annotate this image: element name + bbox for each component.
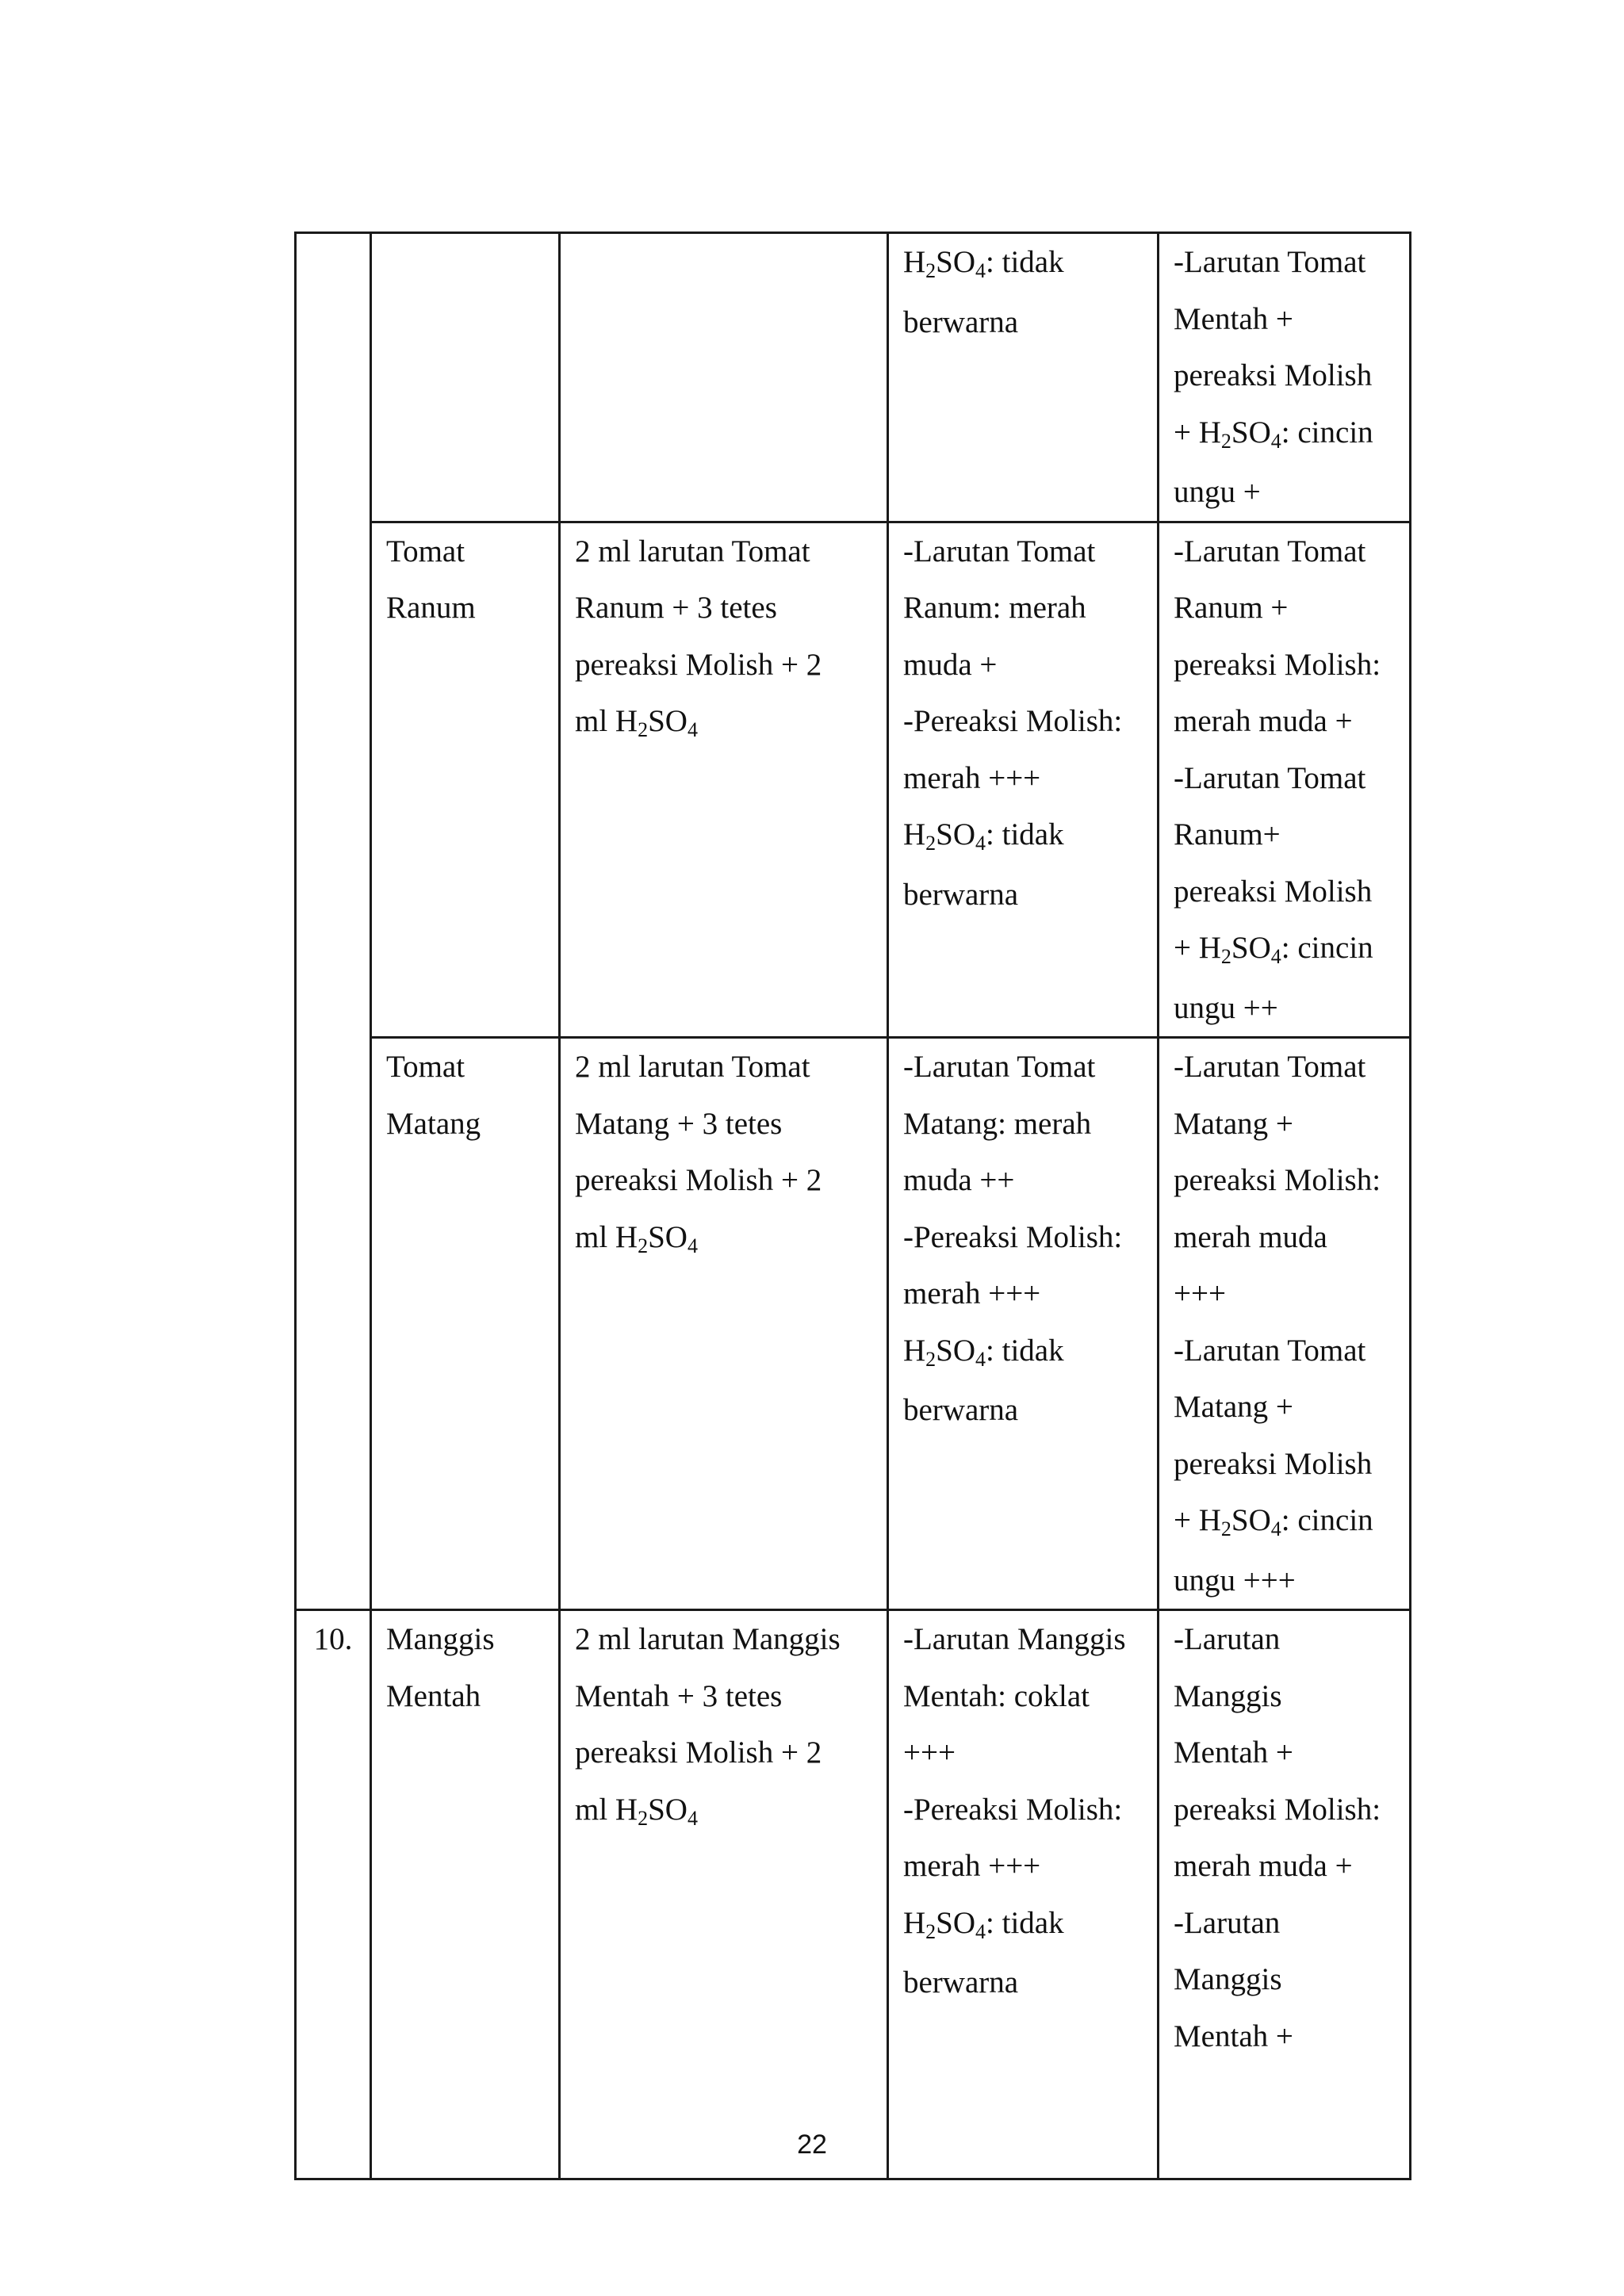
cell-line: merah muda + — [1174, 1849, 1353, 1883]
cell-line: -Larutan Tomat — [903, 534, 1096, 568]
procedure-cell — [560, 233, 888, 522]
cell-line: Manggis — [1174, 1962, 1282, 1996]
sample-cell — [371, 233, 560, 522]
cell-line: Matang + 3 tetes — [575, 1106, 783, 1141]
cell-line: + H2SO4: cincin — [1174, 931, 1373, 968]
procedure-cell — [560, 1610, 888, 2179]
cell-line: pereaksi Molish + 2 — [575, 1163, 822, 1197]
sample-cell — [371, 1610, 560, 2179]
cell-line: -Larutan Tomat — [1174, 1333, 1366, 1368]
cell-line: ml H2SO4 — [575, 1792, 698, 1830]
cell-line: pereaksi Molish: — [1174, 1163, 1381, 1197]
cell-line: pereaksi Molish — [1174, 1446, 1373, 1481]
cell-line: Matang + — [1174, 1106, 1293, 1141]
cell-line: Ranum+ — [1174, 817, 1281, 851]
cell-line: pereaksi Molish — [1174, 874, 1373, 909]
cell-line: merah muda + — [1174, 704, 1353, 738]
cell-line: pereaksi Molish + 2 — [575, 647, 822, 682]
number-cell — [296, 233, 371, 1610]
cell-line: Mentah: coklat — [903, 1678, 1090, 1713]
observation-cell — [888, 1038, 1159, 1610]
cell-line: merah +++ — [903, 1276, 1041, 1311]
cell-line: Mentah — [386, 1678, 481, 1713]
result-cell — [1159, 522, 1411, 1038]
cell-line: Mentah + — [1174, 301, 1293, 336]
cell-line: Ranum + 3 tetes — [575, 591, 777, 625]
cell-line: Manggis — [386, 1622, 495, 1656]
cell-line: + H2SO4: cincin — [1174, 1503, 1373, 1540]
cell-line: -Pereaksi Molish: — [903, 1219, 1123, 1254]
cell-line: Manggis — [1174, 1678, 1282, 1713]
cell-line: Tomat — [386, 1050, 465, 1084]
cell-line: -Larutan Manggis — [903, 1622, 1126, 1656]
cell-line: -Larutan Tomat — [1174, 245, 1366, 279]
cell-line: -Larutan Tomat — [1174, 534, 1366, 568]
cell-line: 2 ml larutan Manggis — [575, 1622, 841, 1656]
observation-cell — [888, 233, 1159, 522]
cell-line: Ranum + — [1174, 591, 1289, 625]
observation-cell — [888, 1610, 1159, 2179]
table-row — [296, 1610, 1411, 2179]
cell-line: Tomat — [386, 534, 465, 568]
cell-line: ungu ++ — [1174, 990, 1278, 1025]
procedure-cell — [560, 1038, 888, 1610]
cell-line: Ranum: merah — [903, 591, 1086, 625]
cell-line: merah +++ — [903, 1849, 1041, 1883]
observation-cell — [888, 522, 1159, 1038]
cell-line: pereaksi Molish — [1174, 358, 1373, 392]
cell-line: + H2SO4: cincin — [1174, 415, 1373, 453]
cell-line: Mentah + — [1174, 1735, 1293, 1770]
cell-line: merah +++ — [903, 760, 1041, 795]
page-number: 22 — [797, 2130, 827, 2160]
cell-line: Mentah + 3 tetes — [575, 1678, 783, 1713]
table-row — [296, 522, 1411, 1038]
cell-line: H2SO4: tidak — [903, 817, 1064, 855]
cell-line: -Larutan — [1174, 1622, 1281, 1656]
cell-line: Mentah + — [1174, 2019, 1293, 2053]
cell-line: 2 ml larutan Tomat — [575, 1050, 810, 1084]
table-row — [296, 1038, 1411, 1610]
cell-line: Matang: merah — [903, 1106, 1092, 1141]
sample-cell — [371, 522, 560, 1038]
cell-line: muda + — [903, 647, 998, 682]
cell-line: H2SO4: tidak — [903, 1333, 1064, 1371]
cell-line: -Larutan Tomat — [1174, 760, 1366, 795]
cell-line: -Larutan Tomat — [1174, 1050, 1366, 1084]
cell-line: ungu +++ — [1174, 1563, 1296, 1598]
cell-line: -Larutan — [1174, 1905, 1281, 1940]
cell-line: berwarna — [903, 1965, 1019, 1999]
cell-line: berwarna — [903, 1393, 1019, 1427]
cell-line: 2 ml larutan Tomat — [575, 534, 810, 568]
cell-line: pereaksi Molish + 2 — [575, 1735, 822, 1770]
sample-cell — [371, 1038, 560, 1610]
cell-line: berwarna — [903, 304, 1019, 339]
cell-line: Matang — [386, 1106, 481, 1141]
result-cell — [1159, 1610, 1411, 2179]
cell-line: berwarna — [903, 877, 1019, 912]
cell-line: +++ — [1174, 1276, 1226, 1311]
cell-line: pereaksi Molish: — [1174, 647, 1381, 682]
result-cell — [1159, 1038, 1411, 1610]
cell-line: H2SO4: tidak — [903, 1905, 1064, 1943]
table-row — [296, 233, 1411, 522]
cell-line: ungu + — [1174, 475, 1261, 509]
results-table — [294, 232, 1411, 2180]
cell-line: Matang + — [1174, 1390, 1293, 1424]
cell-line: H2SO4: tidak — [903, 245, 1064, 282]
result-cell — [1159, 233, 1411, 522]
cell-line: -Pereaksi Molish: — [903, 1792, 1123, 1827]
cell-line: pereaksi Molish: — [1174, 1792, 1381, 1827]
cell-line: ml H2SO4 — [575, 1219, 698, 1257]
cell-line: ml H2SO4 — [575, 704, 698, 741]
cell-line: -Larutan Tomat — [903, 1050, 1096, 1084]
cell-line: muda ++ — [903, 1163, 1015, 1197]
procedure-cell — [560, 522, 888, 1038]
number-cell: 10. — [296, 1610, 371, 2179]
cell-line: -Pereaksi Molish: — [903, 704, 1123, 738]
cell-line: +++ — [903, 1735, 956, 1770]
cell-line: merah muda — [1174, 1219, 1327, 1254]
cell-line: Ranum — [386, 591, 476, 625]
